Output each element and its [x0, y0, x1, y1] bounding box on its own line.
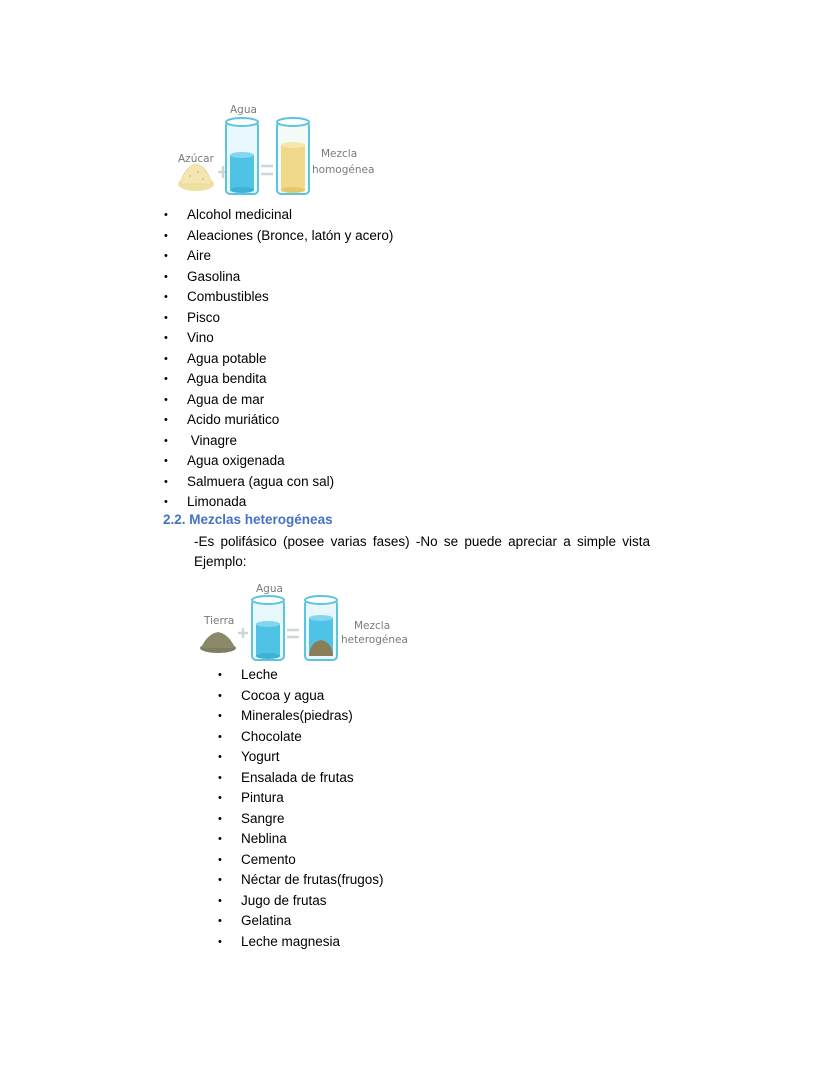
- water-glass-icon: [252, 596, 284, 660]
- list-item: [164, 328, 393, 349]
- list-item-text: Leche: [241, 667, 278, 682]
- description-word: a: [563, 534, 571, 549]
- bullet-icon: •: [218, 874, 222, 886]
- description-word: simple: [576, 534, 616, 549]
- description-word: puede: [464, 534, 502, 549]
- list-item-text: Vino: [187, 330, 214, 345]
- list-item-text: Agua oxigenada: [187, 453, 285, 468]
- bullet-icon: •: [218, 853, 222, 866]
- list-item: [218, 891, 384, 912]
- list-item: [164, 349, 393, 370]
- homogeneous-examples-list: [164, 205, 394, 513]
- list-item: [218, 665, 384, 686]
- list-item: [218, 932, 384, 953]
- list-item-text: Aleaciones (Bronce, latón y acero): [187, 227, 394, 243]
- list-item: [218, 788, 384, 809]
- bullet-icon: •: [164, 291, 168, 303]
- list-item-text: Sangre: [241, 810, 285, 826]
- list-item-text: Gasolina: [187, 268, 241, 284]
- list-item: [218, 686, 384, 707]
- mixture-glass-icon: [305, 596, 337, 660]
- bullet-icon: •: [164, 434, 168, 447]
- equals-icon: [261, 166, 273, 174]
- bullet-icon: •: [164, 209, 168, 221]
- list-item: [164, 267, 393, 288]
- list-item-text: Pintura: [241, 790, 284, 805]
- list-item-text: Acido muriático: [187, 412, 280, 427]
- list-item: [218, 706, 384, 727]
- bullet-icon: •: [218, 812, 222, 825]
- list-item-text: Leche magnesia: [241, 933, 341, 949]
- plus-icon: [238, 628, 248, 638]
- bullet-icon: •: [218, 894, 222, 907]
- equals-icon: [287, 630, 299, 637]
- list-item-text: Cocoa y agua: [241, 687, 325, 703]
- list-item-text: Gelatina: [241, 913, 292, 928]
- list-item: [164, 390, 393, 411]
- bullet-icon: •: [164, 455, 168, 467]
- list-item: [164, 472, 393, 493]
- description-line-2: Ejemplo:: [194, 554, 247, 569]
- label-agua: Agua: [230, 104, 257, 116]
- list-item-text: Aire: [187, 248, 212, 263]
- description-word: fases): [372, 534, 410, 549]
- bullet-icon: •: [164, 475, 168, 488]
- description-word: -No: [415, 534, 438, 549]
- list-item-text: Pisco: [187, 309, 221, 325]
- list-item-text: Yogurt: [241, 749, 280, 764]
- description-line-1: [194, 532, 650, 552]
- list-item-text: Salmuera (agua con sal): [187, 473, 335, 489]
- list-item-text: Alcohol medicinal: [187, 207, 293, 222]
- list-item: [164, 226, 394, 247]
- bullet-icon: •: [164, 352, 168, 365]
- list-item-text: Cemento: [241, 851, 296, 867]
- list-item: [164, 431, 393, 452]
- list-item-text: Minerales(piedras): [241, 708, 353, 723]
- list-item-text: Chocolate: [241, 728, 302, 744]
- list-item: [164, 369, 393, 390]
- list-item: [164, 246, 393, 267]
- list-item: [218, 747, 384, 768]
- bullet-icon: •: [164, 496, 168, 508]
- section-heading: 2.2. Mezclas heterogéneas: [163, 512, 333, 527]
- list-item-text: Neblina: [241, 831, 287, 846]
- list-item: [164, 492, 393, 513]
- description-word: vista: [622, 534, 650, 549]
- water-glass-icon: [226, 118, 258, 194]
- bullet-icon: •: [164, 229, 168, 242]
- list-item-text: Agua potable: [187, 350, 267, 366]
- heterogeneous-examples-list: [218, 665, 384, 952]
- soil-pile-icon: [200, 632, 236, 653]
- bullet-icon: •: [218, 669, 222, 681]
- bullet-icon: •: [218, 935, 222, 948]
- list-item-text: Vinagre: [187, 432, 238, 448]
- list-item-text: Agua bendita: [187, 371, 267, 386]
- label-azucar: Azúcar: [178, 153, 214, 165]
- label-heterogenea: heterogénea: [341, 634, 408, 646]
- description-word: se: [443, 534, 459, 549]
- bullet-icon: •: [164, 270, 168, 283]
- homogeneous-mixture-illustration: [175, 100, 375, 198]
- label-tierra: Tierra: [204, 615, 235, 627]
- description-word: varias: [330, 534, 367, 549]
- list-item-text: Ensalada de frutas: [241, 769, 354, 785]
- list-item: [218, 829, 384, 850]
- bullet-icon: •: [218, 751, 222, 763]
- list-item: [218, 911, 384, 932]
- description-word: -Es: [194, 534, 215, 549]
- bullet-icon: •: [164, 332, 168, 344]
- list-item: [164, 205, 393, 226]
- list-item: [164, 308, 393, 329]
- bullet-icon: •: [218, 833, 222, 845]
- label-homogenea: homogénea: [312, 164, 375, 176]
- label-mezcla: Mezcla: [321, 148, 358, 160]
- list-item: [218, 768, 384, 789]
- list-item-text: Agua de mar: [187, 391, 265, 407]
- list-item: [218, 850, 384, 871]
- description-word: (posee: [283, 534, 325, 549]
- label-agua: Agua: [256, 583, 283, 595]
- description-word: apreciar: [508, 534, 557, 549]
- bullet-icon: •: [218, 689, 222, 702]
- bullet-icon: •: [218, 730, 222, 743]
- heterogeneous-mixture-illustration: [198, 580, 408, 664]
- list-item: [164, 451, 393, 472]
- description-word: polifásico: [220, 534, 277, 549]
- bullet-icon: •: [218, 710, 222, 722]
- bullet-icon: •: [164, 393, 168, 406]
- list-item-text: Néctar de frutas(frugos): [241, 872, 384, 887]
- bullet-icon: •: [218, 915, 222, 927]
- list-item: [164, 410, 393, 431]
- bullet-icon: •: [164, 414, 168, 426]
- list-item-text: Jugo de frutas: [241, 892, 327, 908]
- bullet-icon: •: [218, 771, 222, 784]
- bullet-icon: •: [218, 792, 222, 804]
- label-mezcla: Mezcla: [354, 620, 391, 632]
- mixture-glass-icon: [277, 118, 309, 194]
- list-item: [218, 809, 384, 830]
- list-item: [218, 870, 384, 891]
- list-item-text: Limonada: [187, 494, 247, 509]
- list-item: [218, 727, 384, 748]
- bullet-icon: •: [164, 373, 168, 385]
- section-description: [194, 532, 650, 572]
- bullet-icon: •: [164, 250, 168, 262]
- list-item-text: Combustibles: [187, 289, 269, 304]
- bullet-icon: •: [164, 311, 168, 324]
- list-item: [164, 287, 393, 308]
